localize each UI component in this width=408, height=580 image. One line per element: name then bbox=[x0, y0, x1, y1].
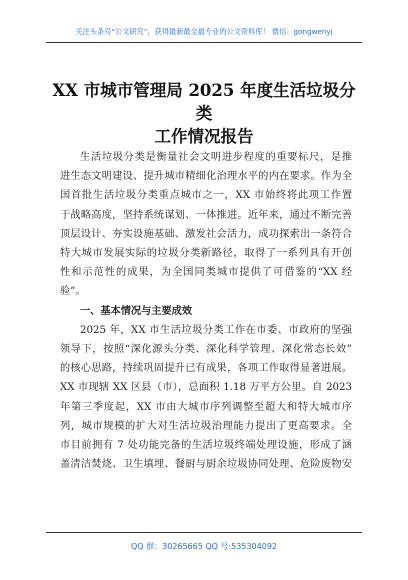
text-line: 生活垃圾分类是衡量社会文明进步程度的重要标尺，是推 bbox=[80, 152, 352, 163]
header-divider bbox=[46, 42, 362, 43]
document-title bbox=[46, 79, 362, 148]
text-line: 顶层设计、夯实设施基础、激发社会活力，成功探索出一条符合 bbox=[60, 228, 352, 240]
header-promo-text: 关注头条号“公文研究”，获得最新最全最专业的公文资料库！ 微信：gongwenyj bbox=[75, 27, 333, 36]
text-line: 领导下，按照“深化源头分类、深化科学管理、深化常态长效” bbox=[60, 344, 352, 356]
document-body bbox=[60, 148, 352, 474]
text-line: 性和示范性的成果，为全国同类城市提供了可借鉴的“XX 经 bbox=[60, 267, 352, 279]
text-line: 特大城市发展实际的垃圾分类新路径，取得了一系列具有开创 bbox=[60, 248, 352, 260]
title-line-1: XX 市城市管理局 2025 年度生活垃圾分类 bbox=[52, 81, 356, 123]
section-heading-text: 一、基本情况与主要成效 bbox=[80, 304, 193, 317]
text-line: 盖清洁焚烧、卫生填埋、餐厨与厨余垃圾协同处理、危险废物安 bbox=[60, 459, 352, 471]
text-line: 验”。 bbox=[60, 286, 86, 298]
text-line: 市目前拥有 7 处功能完备的生活垃圾终端处理设施，形成了涵 bbox=[60, 440, 352, 452]
footer-divider bbox=[46, 532, 362, 533]
text-line: 进生态文明建设、提升城市精细化治理水平的内在要求。作为全 bbox=[60, 171, 352, 183]
text-line: 的核心思路，持续巩固提升已有成果，各项工作取得显著进展。 bbox=[60, 363, 352, 375]
text-line: 2025 年，XX 市生活垃圾分类工作在市委、市政府的坚强 bbox=[80, 324, 352, 336]
text-line: 列，城市规模的扩大对生活垃圾治理能力提出了更高要求。全 bbox=[60, 420, 352, 432]
text-line: 年第三季度起，XX 市由大城市序列调整至超大和特大城市序 bbox=[60, 401, 352, 413]
section-heading bbox=[60, 302, 352, 321]
text-line: XX 市现辖 XX 区县（市），总面积 1.18 万平方公里。自 2023 bbox=[60, 382, 352, 394]
footer-contact-text: QQ 群：30265665 QQ 号:535304092 bbox=[130, 542, 278, 551]
section1-paragraph bbox=[60, 321, 352, 475]
title-line-2: 工作情况报告 bbox=[154, 127, 254, 146]
text-line: 于战略高度，坚持系统谋划、一体推进。近年来，通过不断完善 bbox=[60, 209, 352, 221]
text-line: 国首批生活垃圾分类重点城市之一，XX 市始终将此项工作置 bbox=[60, 190, 352, 202]
intro-paragraph bbox=[60, 148, 352, 302]
